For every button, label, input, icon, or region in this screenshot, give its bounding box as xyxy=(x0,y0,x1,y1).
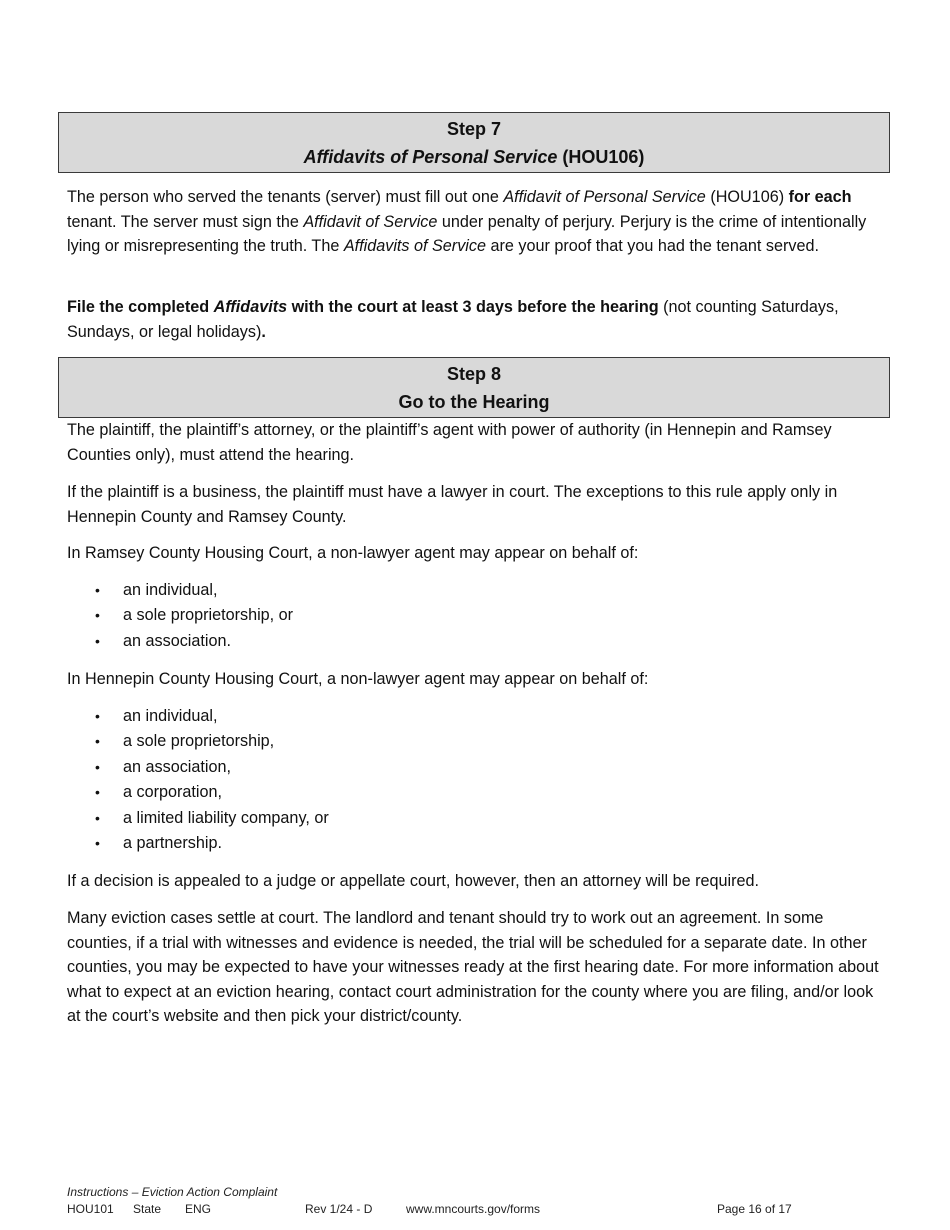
list-item-text: a corporation, xyxy=(123,783,222,802)
step-8-paragraph-6 xyxy=(67,906,885,1029)
footer-website-link[interactable]: www.mncourts.gov/forms xyxy=(406,1202,541,1216)
list-item-text: a sole proprietorship, xyxy=(123,732,275,751)
list-item-text: a limited liability company, or xyxy=(123,808,329,827)
text-run: . xyxy=(261,322,266,341)
step-8-paragraph-3 xyxy=(67,541,885,566)
list-item xyxy=(95,780,329,805)
paragraph-text: Many eviction cases settle at court. The landlord and tenant should try to work out an agreement. In some counties, if a trial with witnesses and evidence is needed, the trial will be scheduled for a separate date. In other counties, you may be expected to have your witnesses ready at the first hearing date. For more information about what to expect at an eviction hearing, contact court administration for the county where you are filing, and/or look at the court’s website and then pick your district/county. xyxy=(67,909,879,1026)
list-item xyxy=(95,704,329,729)
hennepin-agent-list xyxy=(95,704,329,856)
paragraph-text: If a decision is appealed to a judge or appellate court, however, then an attorney will be required. xyxy=(67,872,760,890)
form-name-affidavits-of-service: Affidavits of Service xyxy=(343,237,486,256)
bullet-icon: • xyxy=(95,708,100,724)
bullet-icon: • xyxy=(95,632,100,649)
list-item-text: an association. xyxy=(123,631,231,650)
footer-revision: Rev 1/24 - D xyxy=(305,1202,373,1216)
list-item xyxy=(95,578,293,603)
step-7-title-italic: Affidavits of Personal Service xyxy=(303,147,558,167)
list-item xyxy=(95,629,293,654)
text-run: (not counting Saturdays, Sundays, or legal holidays) xyxy=(67,298,839,341)
bullet-icon: • xyxy=(95,835,100,852)
footer-info-row xyxy=(67,1202,867,1218)
list-item-text: an individual, xyxy=(123,581,218,599)
text-run: File the completed xyxy=(67,298,214,316)
step-8-paragraph-1 xyxy=(67,418,885,467)
list-item-text: a sole proprietorship, or xyxy=(123,606,294,625)
emphasis-for-each: for each xyxy=(788,188,852,206)
text-run: are your proof that you had the tenant served. xyxy=(485,237,819,256)
step-7-title xyxy=(59,143,889,171)
bullet-icon: • xyxy=(95,607,100,624)
form-name-affidavit-personal-service: Affidavit of Personal Service xyxy=(503,188,706,206)
text-run: tenant. The server must sign the xyxy=(67,212,304,231)
text-run: under penalty of perjury. Perjury is the crime of intentionally lying or misrepresenting the truth. The xyxy=(67,212,867,256)
step-8-title: Go to the Hearing xyxy=(398,392,550,412)
text-run: The person who served the tenants (server) must fill out one xyxy=(67,188,504,206)
paragraph-text: If the plaintiff is a business, the plaintiff must have a lawyer in court. The exceptions to this rule apply only in Hennepin County and Ramsey County. xyxy=(67,483,838,526)
ramsey-agent-list xyxy=(95,578,293,654)
form-name-affidavit-of-service: Affidavit of Service xyxy=(303,212,438,231)
list-item-text: an individual, xyxy=(123,707,218,725)
list-item-text: a partnership. xyxy=(123,834,222,853)
bullet-icon: • xyxy=(95,809,100,826)
list-item xyxy=(95,729,329,754)
footer-document-title: Instructions – Eviction Action Complaint xyxy=(67,1185,278,1199)
text-run: with the court at least 3 days before the hearing xyxy=(287,298,659,316)
step-7-paragraph-2 xyxy=(67,295,885,344)
step-8-paragraph-2 xyxy=(67,480,885,529)
step-7-title-code: (HOU106) xyxy=(557,147,645,167)
bullet-icon: • xyxy=(95,758,100,775)
step-7-header xyxy=(58,112,890,173)
step-7-number: Step 7 xyxy=(446,119,502,139)
list-item-text: an association, xyxy=(123,757,231,776)
footer-jurisdiction: State xyxy=(133,1202,162,1216)
step-8-paragraph-4 xyxy=(67,667,885,692)
step-8-paragraph-5 xyxy=(67,869,885,894)
list-item xyxy=(95,831,329,856)
list-item xyxy=(95,755,329,780)
step-8-header xyxy=(58,357,890,418)
paragraph-text: In Ramsey County Housing Court, a non-lawyer agent may appear on behalf of: xyxy=(67,544,639,562)
paragraph-text: The plaintiff, the plaintiff’s attorney, or the plaintiff’s agent with power of authority (in Hennepin and Ramsey Counties only), must attend the hearing. xyxy=(67,421,832,464)
bullet-icon: • xyxy=(95,582,100,598)
footer-form-code: HOU101 xyxy=(67,1202,114,1216)
footer-page-number: Page 16 of 17 xyxy=(717,1202,792,1216)
bullet-icon: • xyxy=(95,784,100,801)
list-item xyxy=(95,603,293,628)
step-8-number: Step 8 xyxy=(446,364,502,384)
paragraph-text: In Hennepin County Housing Court, a non-lawyer agent may appear on behalf of: xyxy=(67,670,649,688)
step-7-paragraph-1 xyxy=(67,185,885,259)
emphasis-affidavits: Affidavits xyxy=(213,298,288,316)
footer-language: ENG xyxy=(185,1202,212,1216)
list-item xyxy=(95,806,329,831)
text-run: (HOU106) xyxy=(705,188,789,206)
bullet-icon: • xyxy=(95,733,100,750)
